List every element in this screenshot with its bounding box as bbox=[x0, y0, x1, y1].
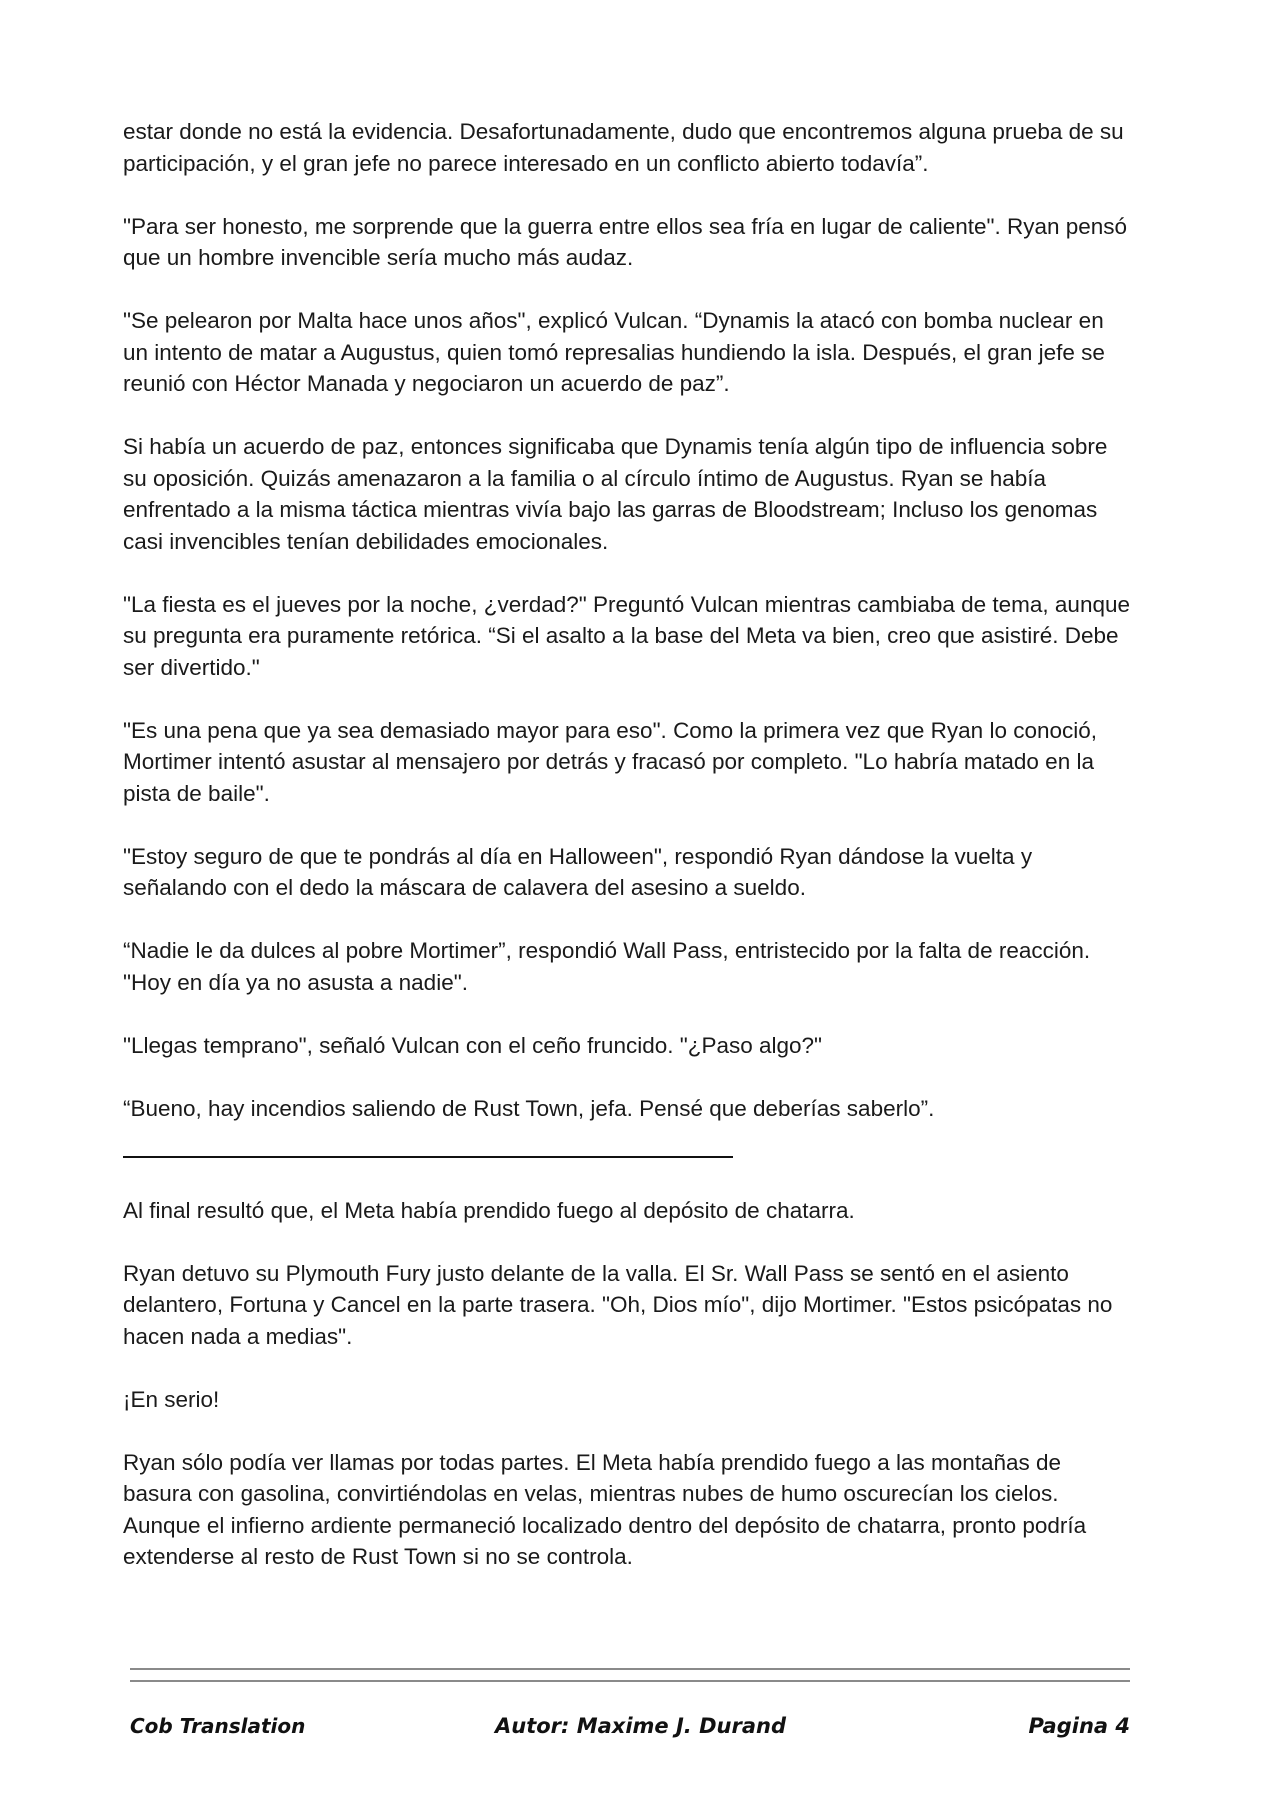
paragraph: "Se pelearon por Malta hace unos años", explicó Vulcan. “Dynamis la atacó con bomba nuclear en un intento de matar a Augustus, quien tomó represalias hundiendo la isla. Después, el gran jefe se reunió con Héctor Manada y negociaron un acuerdo de paz”. bbox=[123, 308, 1105, 396]
paragraph: “Nadie le da dulces al pobre Mortimer”, respondió Wall Pass, entristecido por la falta de reacción. "Hoy en día ya no asusta a nadie". bbox=[123, 938, 1091, 995]
scene-break-divider bbox=[123, 1156, 733, 1158]
paragraph: “Bueno, hay incendios saliendo de Rust Town, jefa. Pensé que deberías saberlo”. bbox=[123, 1095, 935, 1121]
footer-rule-bottom bbox=[130, 1680, 1130, 1682]
paragraph: Ryan detuvo su Plymouth Fury justo delante de la valla. El Sr. Wall Pass se sentó en el asiento delantero, Fortuna y Cancel en la parte trasera. "Oh, Dios mío", dijo Mortimer. "Estos psicópatas no hacen nada a medias". bbox=[123, 1260, 1113, 1349]
footer-translator: Cob Translation bbox=[130, 1714, 306, 1738]
paragraph: estar donde no está la evidencia. Desafortunadamente, dudo que encontremos alguna prueba de su participación, y el gran jefe no parece interesado en un conflicto abierto todavía”. bbox=[123, 119, 1124, 176]
paragraph: "Estoy seguro de que te pondrás al día en Halloween", respondió Ryan dándose la vuelta y señalando con el dedo la máscara de calavera del asesino a sueldo. bbox=[123, 843, 1033, 900]
paragraph: "Llegas temprano", señaló Vulcan con el ceño fruncido. "¿Paso algo?" bbox=[123, 1032, 823, 1058]
paragraph: "Para ser honesto, me sorprende que la guerra entre ellos sea fría en lugar de caliente". Ryan pensó que un hombre invencible sería mucho más audaz. bbox=[123, 213, 1128, 270]
footer-rule-top bbox=[130, 1668, 1130, 1670]
paragraph: "La fiesta es el jueves por la noche, ¿verdad?" Preguntó Vulcan mientras cambiaba de tema, aunque su pregunta era puramente retórica. “Si el asalto a la base del Meta va bien, creo que asistiré. Debe ser divertido." bbox=[123, 591, 1130, 680]
footer-author: Autor: Maxime J. Durand bbox=[495, 1714, 786, 1738]
paragraph: Al final resultó que, el Meta había prendido fuego al depósito de chatarra. bbox=[123, 1197, 855, 1223]
paragraph: ¡En serio! bbox=[123, 1386, 220, 1412]
footer-page-number: Pagina 4 bbox=[1028, 1714, 1130, 1738]
page-footer bbox=[130, 1714, 1130, 1744]
body-text bbox=[123, 116, 1133, 1604]
paragraph: Ryan sólo podía ver llamas por todas partes. El Meta había prendido fuego a las montañas de basura con gasolina, convirtiéndolas en velas, mientras nubes de humo oscurecían los cielos. Aunque el infierno ardiente permaneció localizado dentro del depósito de chatarra, pronto podría extenderse al resto de Rust Town si no se controla. bbox=[123, 1449, 1087, 1569]
paragraph: Si había un acuerdo de paz, entonces significaba que Dynamis tenía algún tipo de influencia sobre su oposición. Quizás amenazaron a la familia o al círculo íntimo de Augustus. Ryan se había enfrentado a la misma táctica mientras vivía bajo las garras de Bloodstream; Incluso los genomas casi invencibles tenían debilidades emocionales. bbox=[123, 434, 1108, 554]
paragraph: "Es una pena que ya sea demasiado mayor para eso". Como la primera vez que Ryan lo conoció, Mortimer intentó asustar al mensajero por detrás y fracasó por completo. "Lo habría matado en la pista de baile". bbox=[123, 717, 1098, 806]
